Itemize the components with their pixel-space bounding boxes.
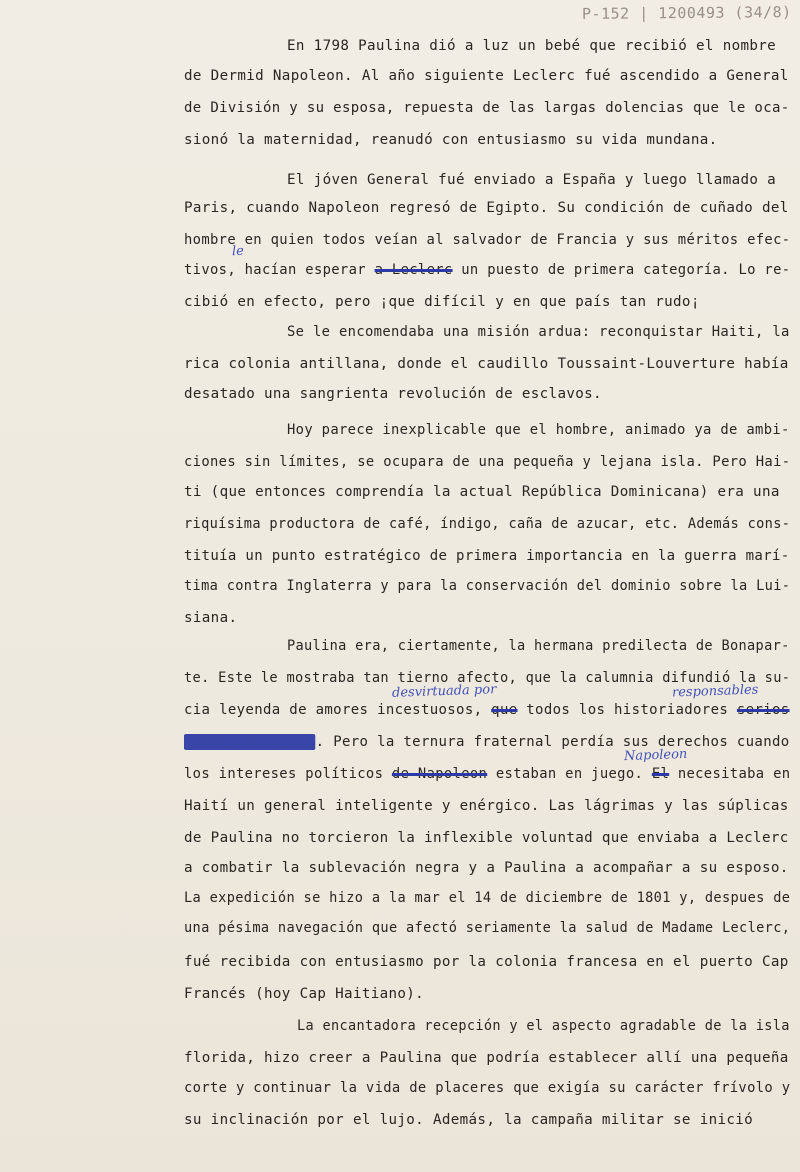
text-line: han desvirtuado. Pero la ternura fraternal perdía sus derechos cuando	[184, 734, 790, 750]
handwritten-note: responsables	[671, 682, 759, 701]
text-line: tituía un punto estratégico de primera importancia en la guerra marí-	[184, 548, 790, 564]
text-line: desatado una sangrienta revolución de esclavos.	[184, 386, 602, 402]
text-line: La expedición se hizo a la mar el 14 de diciembre de 1801 y, despues de	[184, 890, 791, 906]
struck-text: El	[651, 766, 670, 782]
text-line: de División y su esposa, repuesta de las largas dolencias que le oca-	[184, 100, 790, 116]
text-line: Paris, cuando Napoleon regresó de Egipto. Su condición de cuñado del	[184, 200, 789, 216]
text-line: a combatir la sublevación negra y a Paulina a acompañar a su esposo.	[184, 860, 789, 876]
text-line: los intereses políticos de Napoleon estaban en juego. El necesitaba en	[184, 766, 791, 782]
text-line: su inclinación por el lujo. Además, la campaña militar se inició	[184, 1112, 754, 1128]
text-line: sionó la maternidad, reanudó con entusiasmo su vida mundana.	[184, 132, 718, 148]
text-line: Paulina era, ciertamente, la hermana predilecta de Bonapar-	[287, 638, 790, 654]
text-line: de Dermid Napoleon. Al año siguiente Leclerc fué ascendido a General	[184, 68, 789, 84]
struck-text: han desvirtuado	[184, 734, 316, 750]
text-line: Hoy parece inexplicable que el hombre, animado ya de ambi-	[287, 422, 790, 438]
text-line: ciones sin límites, se ocupara de una pequeña y lejana isla. Pero Hai-	[184, 454, 791, 470]
handwritten-note: le	[231, 243, 245, 260]
text-line: de Paulina no torcieron la inflexible voluntad que enviaba a Leclerc	[184, 830, 789, 846]
text-line: rica colonia antillana, donde el caudillo Toussaint-Louverture había	[184, 356, 789, 372]
text-line: ti (que entonces comprendía la actual República Dominicana) era una	[184, 484, 780, 500]
text-line: una pésima navegación que afectó seriamente la salud de Madame Leclerc,	[184, 920, 791, 936]
text-line: El jóven General fué enviado a España y luego llamado a	[287, 172, 777, 188]
text-line: siana.	[184, 610, 238, 626]
archive-stamp: P-152 | 1200493 (34/8)	[582, 3, 793, 23]
text-line: hombre en quien todos veían al salvador de Francia y sus méritos efec-	[184, 232, 791, 248]
text-line: La encantadora recepción y el aspecto agradable de la isla	[297, 1018, 790, 1034]
text-line: Francés (hoy Cap Haitiano).	[184, 986, 425, 1002]
struck-text: a Leclerc	[374, 262, 453, 278]
text-line: te. Este le mostraba tan tierno afecto, que la calumnia difundió la su-	[184, 670, 791, 686]
text-line: En 1798 Paulina dió a luz un bebé que recibió el nombre	[287, 38, 777, 54]
text-line: corte y continuar la vida de placeres que exigía su carácter frívolo y	[184, 1080, 791, 1096]
text-line: Haití un general inteligente y enérgico. Las lágrimas y las súplicas	[184, 798, 789, 814]
text-line: fué recibida con entusiasmo por la colonia francesa en el puerto Cap	[184, 954, 789, 970]
text-line: riquísima productora de café, índigo, caña de azucar, etc. Además cons-	[184, 516, 791, 532]
struck-text: serios	[736, 702, 790, 718]
text-line: tima contra Inglaterra y para la conservación del dominio sobre la Lui-	[184, 578, 791, 594]
text-line: tivos, hacían esperar a Leclerc un puesto de primera categoría. Lo re-	[184, 262, 791, 278]
handwritten-note: desvirtuada por	[391, 682, 497, 701]
text-line: cibió en efecto, pero ¡que difícil y en que país tan rudo¡	[184, 294, 700, 310]
struck-text: que	[491, 702, 518, 718]
struck-text: de Napoleon	[391, 766, 488, 782]
text-line: florida, hizo creer a Paulina que podría establecer allí una pequeña	[184, 1050, 789, 1066]
text-line: Se le encomendaba una misión ardua: reconquistar Haiti, la	[287, 324, 790, 340]
handwritten-note: Napoleon	[623, 746, 688, 765]
text-line: cia leyenda de amores incestuosos, que todos los historiadores serios	[184, 702, 790, 718]
